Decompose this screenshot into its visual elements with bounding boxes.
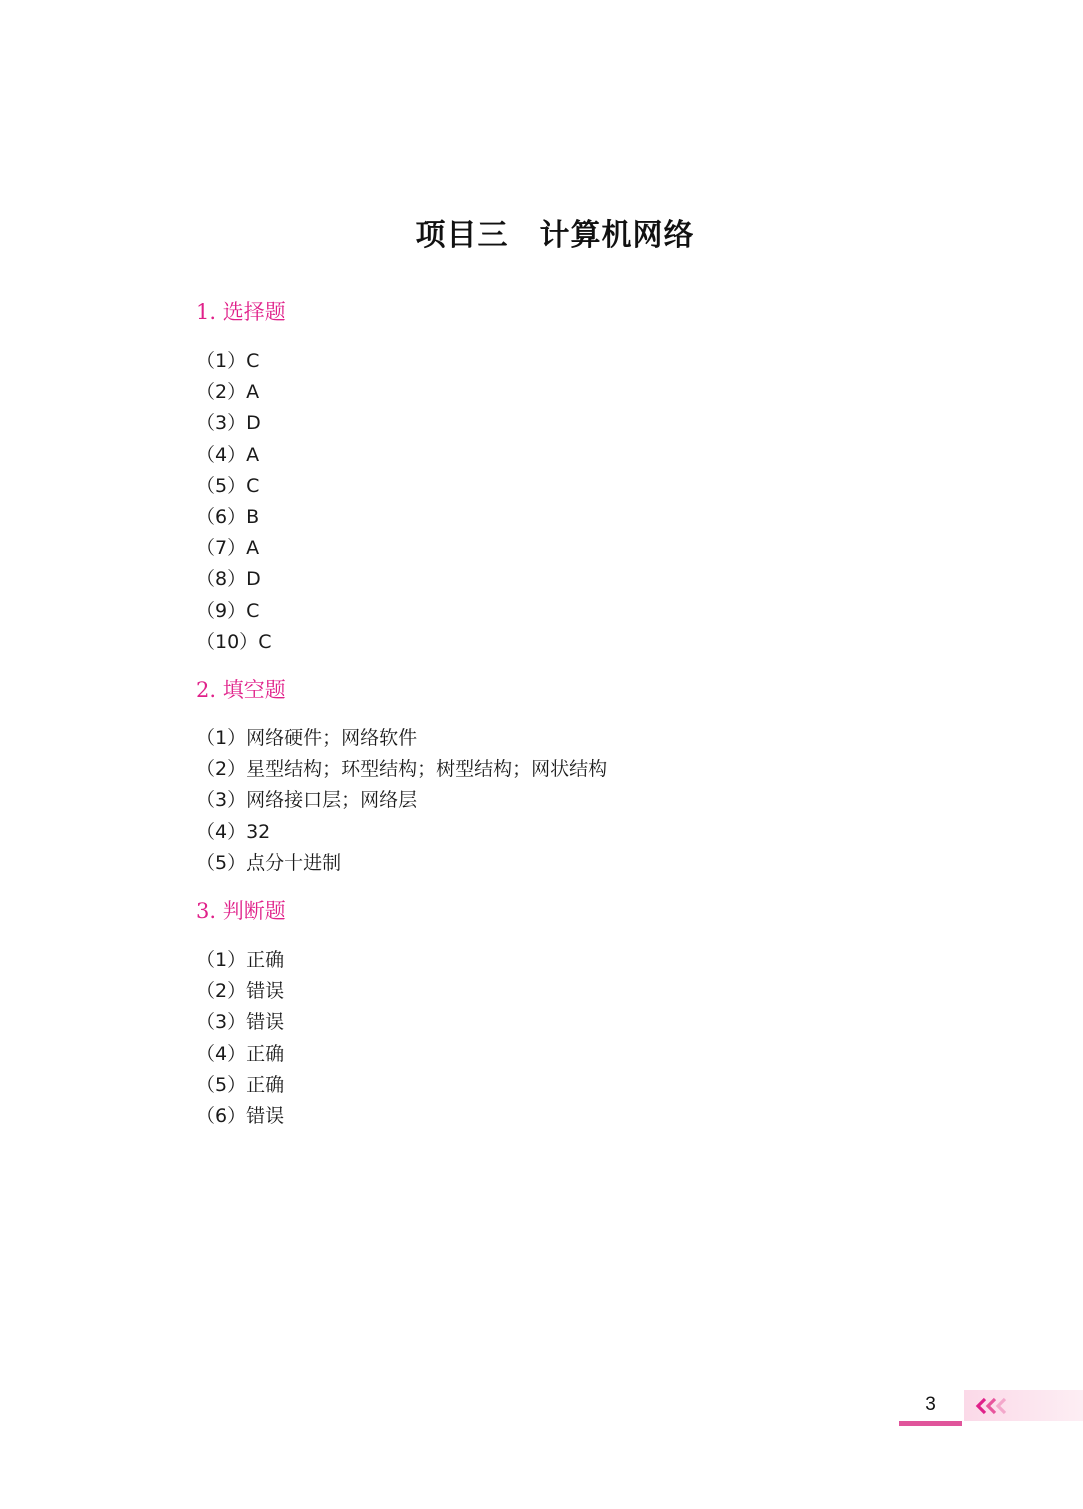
item-label: （6） bbox=[196, 505, 247, 528]
item-answer: C bbox=[246, 474, 260, 497]
list-item bbox=[196, 377, 271, 408]
answer-list-true-false bbox=[196, 945, 284, 1132]
item-label: （1） bbox=[196, 727, 247, 749]
list-item bbox=[196, 408, 271, 439]
list-item bbox=[196, 1039, 284, 1070]
item-answer: 正确 bbox=[246, 1042, 285, 1065]
item-label: （4） bbox=[196, 820, 247, 843]
list-item bbox=[196, 502, 271, 533]
item-label: （9） bbox=[196, 599, 247, 622]
item-answer: 错误 bbox=[246, 1104, 285, 1127]
list-item bbox=[196, 1101, 284, 1132]
item-label: （2） bbox=[196, 980, 247, 1003]
footer-band bbox=[964, 1390, 1083, 1421]
list-item bbox=[196, 346, 271, 377]
item-answer: A bbox=[246, 381, 260, 404]
item-answer: A bbox=[246, 443, 260, 466]
list-item bbox=[196, 785, 607, 816]
list-item bbox=[196, 533, 271, 564]
item-label: （1） bbox=[196, 350, 247, 372]
item-label: （4） bbox=[196, 443, 247, 466]
list-item bbox=[196, 564, 271, 595]
page-number: 3 bbox=[925, 1394, 936, 1415]
section-heading-true-false: 3. 判断题 bbox=[196, 899, 286, 923]
item-label: （10） bbox=[196, 630, 259, 653]
item-label: （3） bbox=[196, 789, 247, 812]
item-label: （5） bbox=[196, 1073, 247, 1096]
item-label: （5） bbox=[196, 851, 247, 874]
list-item bbox=[196, 976, 284, 1007]
list-item bbox=[196, 1070, 284, 1101]
item-label: （8） bbox=[196, 568, 247, 591]
list-item bbox=[196, 471, 271, 502]
item-label: （5） bbox=[196, 474, 247, 497]
item-answer: 星型结构；环型结构；树型结构；网状结构 bbox=[246, 758, 608, 781]
item-answer: D bbox=[246, 412, 261, 435]
item-answer: A bbox=[246, 537, 260, 560]
list-item bbox=[196, 1007, 284, 1038]
triple-chevron-left-icon bbox=[974, 1396, 1018, 1416]
item-answer: C bbox=[258, 630, 272, 653]
list-item bbox=[196, 754, 607, 785]
item-answer: 正确 bbox=[246, 949, 285, 971]
item-label: （3） bbox=[196, 412, 247, 435]
item-label: （6） bbox=[196, 1104, 247, 1127]
list-item bbox=[196, 848, 607, 879]
item-answer: 错误 bbox=[246, 980, 285, 1003]
list-item bbox=[196, 596, 271, 627]
item-answer: C bbox=[246, 599, 260, 622]
item-answer: C bbox=[246, 350, 260, 372]
item-label: （4） bbox=[196, 1042, 247, 1065]
section-heading-fill-in: 2. 填空题 bbox=[196, 678, 286, 702]
list-item bbox=[196, 440, 271, 471]
item-label: （7） bbox=[196, 537, 247, 560]
section-heading-choice: 1. 选择题 bbox=[196, 300, 286, 324]
answer-list-fill-in bbox=[196, 723, 607, 879]
item-answer: 点分十进制 bbox=[246, 851, 342, 874]
item-answer: B bbox=[246, 505, 260, 528]
item-answer: D bbox=[246, 568, 261, 591]
footer-rule bbox=[899, 1421, 962, 1426]
item-label: （2） bbox=[196, 758, 247, 781]
item-answer: 错误 bbox=[246, 1011, 285, 1034]
answer-list-choice bbox=[196, 346, 271, 658]
list-item bbox=[196, 817, 607, 848]
list-item bbox=[196, 945, 284, 976]
item-label: （3） bbox=[196, 1011, 247, 1034]
item-label: （1） bbox=[196, 949, 247, 971]
item-answer: 正确 bbox=[246, 1073, 285, 1096]
item-answer: 网络接口层；网络层 bbox=[246, 789, 418, 812]
item-answer: 网络硬件；网络软件 bbox=[246, 727, 418, 749]
item-answer: 32 bbox=[246, 820, 271, 843]
list-item bbox=[196, 723, 607, 754]
list-item bbox=[196, 627, 271, 658]
item-label: （2） bbox=[196, 381, 247, 404]
page-title: 项目三 计算机网络 bbox=[415, 218, 695, 253]
